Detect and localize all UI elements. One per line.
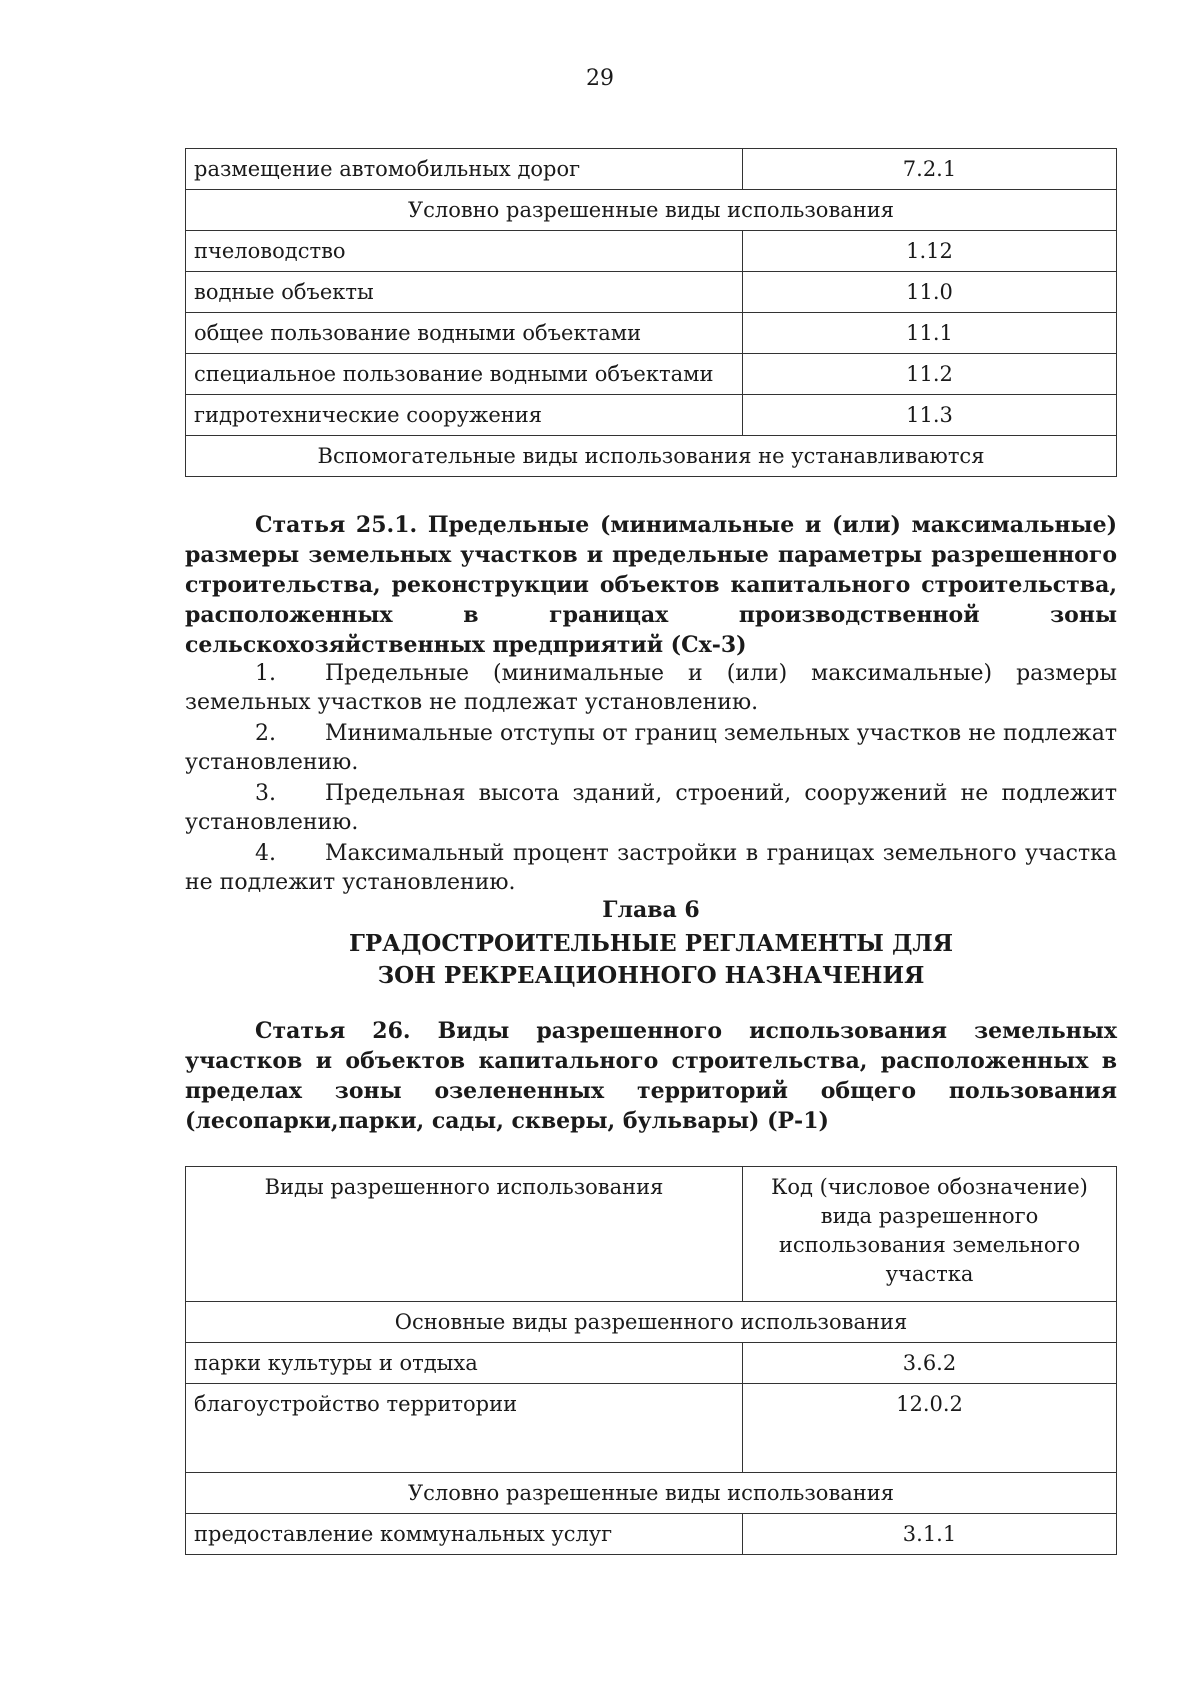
chapter-number: Глава 6 [602, 897, 700, 923]
item-number: 4. [255, 841, 276, 866]
article-item [185, 719, 1117, 777]
section-title: Основные виды разрешенного использования [186, 1302, 1117, 1343]
article-item [185, 779, 1117, 837]
table-row [186, 395, 1117, 436]
use-code: 11.0 [743, 272, 1117, 313]
use-code: 12.0.2 [743, 1384, 1117, 1473]
use-name: специальное пользование водными объектами [186, 354, 743, 395]
use-name: парки культуры и отдыха [186, 1343, 743, 1384]
item-text: Максимальный процент застройки в границах земельного участка не подлежит установлению. [185, 841, 1117, 895]
use-name: размещение автомобильных дорог [186, 149, 743, 190]
use-name: благоустройство территории [186, 1384, 743, 1473]
table-row [186, 1343, 1117, 1384]
chapter-title-line: ГРАДОСТРОИТЕЛЬНЫЕ РЕГЛАМЕНТЫ ДЛЯ [348, 930, 954, 957]
table-header-row [186, 1167, 1117, 1302]
land-use-table-sx3 [185, 148, 1117, 477]
section-title: Условно разрешенные виды использования [186, 190, 1117, 231]
page-number: 29 [586, 66, 614, 91]
table-row [186, 231, 1117, 272]
article-26-heading: Статья 26. Виды разрешенного использования земельных участков и объектов капитального строительства, расположенных в пределах зоны озелененных территорий общего пользования (лесопарки,парки, сады, скверы, бульвары) (Р-1) [185, 1018, 1117, 1134]
item-text: Предельные (минимальные и (или) максимальные) размеры земельных участков не подлежат установлению. [185, 661, 1117, 715]
section-row [186, 1473, 1117, 1514]
chapter-title [185, 928, 1117, 992]
use-name: предоставление коммунальных услуг [186, 1514, 743, 1555]
item-text: Предельная высота зданий, строений, сооружений не подлежит установлению. [185, 781, 1117, 835]
article-item [185, 659, 1117, 717]
use-code: 7.2.1 [743, 149, 1117, 190]
header-use-code: Код (числовое обозначение) вида разрешенного использования земельного участка [743, 1167, 1117, 1302]
section-row [186, 1302, 1117, 1343]
table-row [186, 354, 1117, 395]
use-code: 11.3 [743, 395, 1117, 436]
item-number: 2. [255, 721, 276, 746]
item-number: 3. [255, 781, 276, 806]
use-code: 3.6.2 [743, 1343, 1117, 1384]
use-code: 3.1.1 [743, 1514, 1117, 1555]
table-row [186, 313, 1117, 354]
table-row [186, 272, 1117, 313]
use-code: 11.1 [743, 313, 1117, 354]
chapter-title-line: ЗОН РЕКРЕАЦИОННОГО НАЗНАЧЕНИЯ [377, 962, 925, 989]
article-item [185, 839, 1117, 897]
header-use-name: Виды разрешенного использования [186, 1167, 743, 1302]
use-name: общее пользование водными объектами [186, 313, 743, 354]
article-25-1-heading: Статья 25.1. Предельные (минимальные и (или) максимальные) размеры земельных участков и предельные параметры разрешенного строительства, реконструкции объектов капитального строительства, расположенных в границах производственной зоны сельскохозяйственных предприятий (Сх-3) [185, 512, 1117, 658]
section-row [186, 190, 1117, 231]
section-row [186, 436, 1117, 477]
use-code: 11.2 [743, 354, 1117, 395]
item-number: 1. [255, 661, 276, 686]
section-title: Вспомогательные виды использования не устанавливаются [186, 436, 1117, 477]
table-row [186, 1384, 1117, 1473]
table-row [186, 149, 1117, 190]
item-text: Минимальные отступы от границ земельных участков не подлежат установлению. [185, 721, 1117, 775]
use-name: водные объекты [186, 272, 743, 313]
use-name: гидротехнические сооружения [186, 395, 743, 436]
use-name: пчеловодство [186, 231, 743, 272]
table-row [186, 1514, 1117, 1555]
section-title: Условно разрешенные виды использования [186, 1473, 1117, 1514]
land-use-table-r1 [185, 1166, 1117, 1555]
use-code: 1.12 [743, 231, 1117, 272]
